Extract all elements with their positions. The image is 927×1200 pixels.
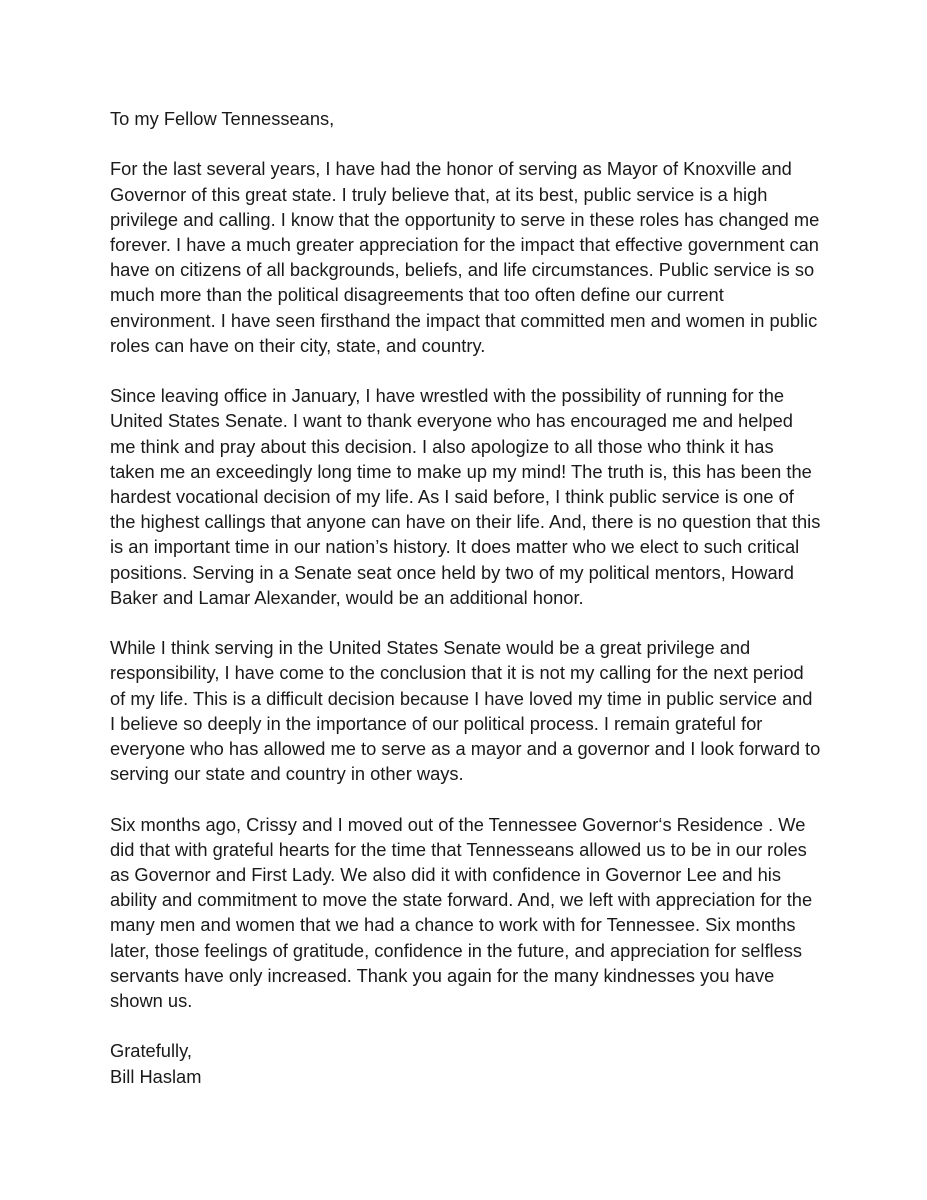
paragraph-4 — [110, 812, 840, 1014]
salutation: To my Fellow Tennesseans, — [110, 108, 335, 129]
paragraph-1 — [110, 156, 840, 358]
paragraph-line: United States Senate. I want to thank everyone who has encouraged me and helped — [110, 410, 793, 432]
paragraph-line: Baker and Lamar Alexander, would be an additional honor. — [110, 586, 584, 608]
paragraph-line: is an important time in our nation’s history. It does matter who we elect to such critical — [110, 536, 800, 558]
paragraph-line: me think and pray about this decision. I also apologize to all those who think it has — [110, 435, 774, 457]
paragraph-line: did that with grateful hearts for the time that Tennesseans allowed us to be in our roles — [110, 838, 807, 860]
paragraph-line: responsibility, I have come to the conclusion that it is not my calling for the next period — [110, 662, 804, 684]
paragraph-line: the highest callings that anyone can have on their life. And, there is no question that this — [110, 511, 821, 533]
paragraph-line: roles can have on their city, state, and country. — [110, 334, 486, 356]
paragraph-line: I believe so deeply in the importance of our political process. I remain grateful for — [110, 712, 763, 734]
paragraph-line: While I think serving in the United States Senate would be a great privilege and — [110, 637, 751, 659]
paragraph-line: ability and commitment to move the state forward. And, we left with appreciation for the — [110, 889, 813, 911]
paragraph-line: as Governor and First Lady. We also did it with confidence in Governor Lee and his — [110, 864, 782, 886]
paragraph-line: Six months ago, Crissy and I moved out of the Tennessee Governor‘s Residence . We — [110, 813, 806, 835]
paragraph-line: privilege and calling. I know that the opportunity to serve in these roles has changed me — [110, 208, 820, 230]
paragraph-3 — [110, 635, 840, 786]
paragraph-line: For the last several years, I have had the honor of serving as Mayor of Knoxville and — [110, 158, 792, 180]
paragraph-line: of my life. This is a difficult decision because I have loved my time in public service and — [110, 687, 813, 709]
letter-body — [110, 106, 840, 1114]
paragraph-line: servants have only increased. Thank you again for the many kindnesses you have — [110, 964, 775, 986]
paragraph-line: environment. I have seen firsthand the impact that committed men and women in public — [110, 309, 818, 331]
paragraph-line: have on citizens of all backgrounds, beliefs, and life circumstances. Public service is so — [110, 259, 815, 281]
paragraph-line: hardest vocational decision of my life. As I said before, I think public service is one of — [110, 486, 794, 508]
paragraph-line: everyone who has allowed me to serve as a mayor and a governor and I look forward to — [110, 738, 821, 760]
closing: Gratefully, — [110, 1040, 192, 1062]
paragraph-line: shown us. — [110, 990, 193, 1012]
paragraph-line: forever. I have a much greater appreciation for the impact that effective government can — [110, 234, 819, 255]
paragraph-line: Governor of this great state. I truly believe that, at its best, public service is a high — [110, 183, 768, 205]
paragraph-line: later, those feelings of gratitude, confidence in the future, and appreciation for selfless — [110, 939, 803, 961]
paragraph-line: positions. Serving in a Senate seat once held by two of my political mentors, Howard — [110, 561, 794, 583]
paragraph-line: much more than the political disagreements that too often define our current — [110, 284, 724, 306]
paragraph-line: serving our state and country in other ways. — [110, 763, 464, 785]
closing-block — [110, 1038, 840, 1088]
paragraph-line: Since leaving office in January, I have wrestled with the possibility of running for the — [110, 385, 785, 407]
paragraph-line: taken me an exceedingly long time to make up my mind! The truth is, this has been the — [110, 460, 812, 482]
signature-name: Bill Haslam — [110, 1065, 202, 1087]
paragraph-2 — [110, 383, 840, 610]
paragraph-line: many men and women that we had a chance to work with for Tennessee. Six months — [110, 914, 796, 936]
